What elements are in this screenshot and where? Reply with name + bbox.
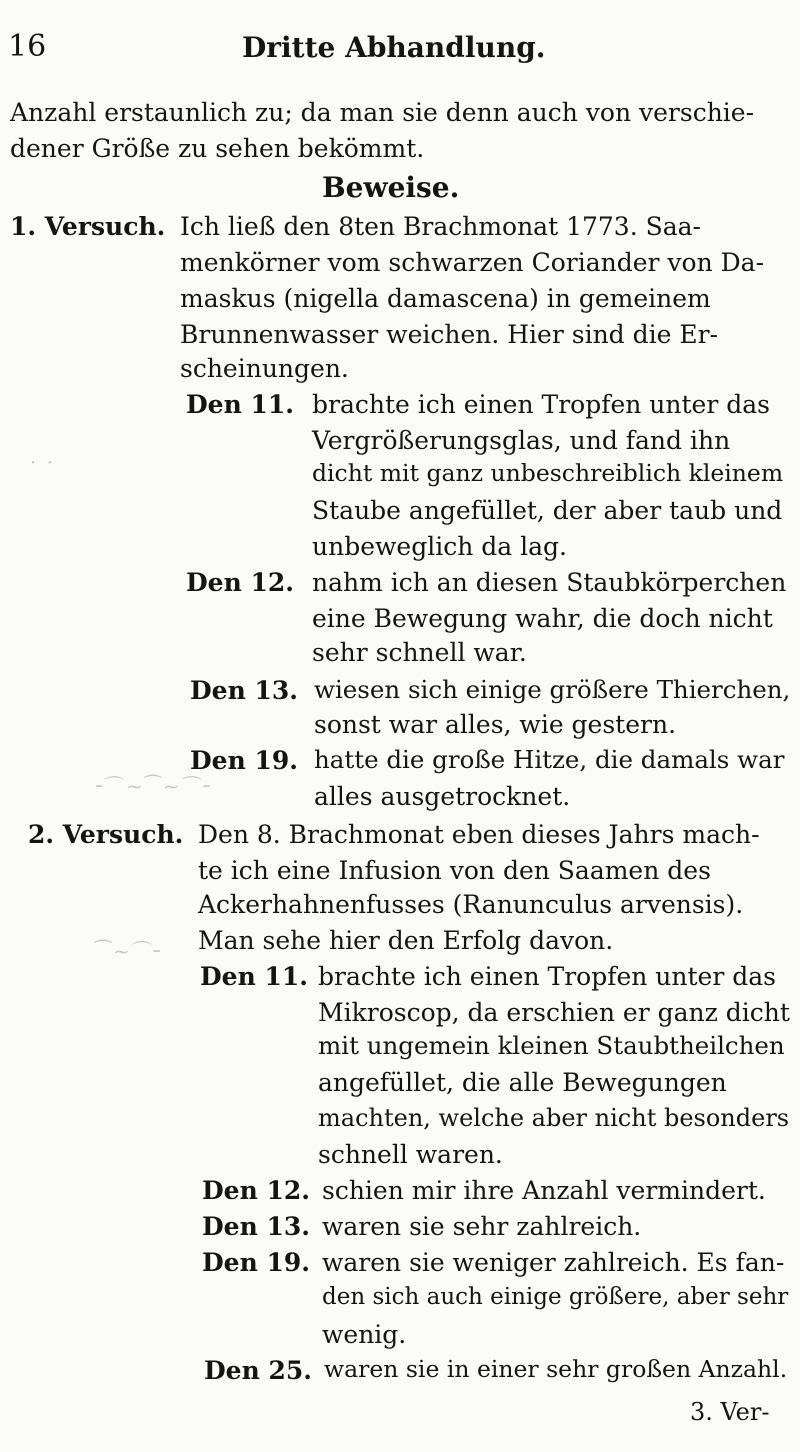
day-line: den sich auch einige größere, aber sehr [322,1284,789,1310]
section-title: Beweise. [322,171,460,204]
experiment-line: maskus (nigella damascena) in gemeinem [180,284,711,313]
experiment-label: 1. Versuch. [10,212,166,241]
day-line: sehr schnell war. [312,638,527,667]
day-label: Den 13. [190,676,298,705]
experiment-line: Ackerhahnenfusses (Ranunculus arvensis). [198,890,744,919]
experiment-line: Ich ließ den 8ten Brachmonat 1773. Saa- [180,212,701,241]
intro-line: dener Größe zu sehen bekömmt. [10,134,425,163]
day-line: schien mir ihre Anzahl vermindert. [322,1176,766,1205]
day-line: unbeweglich da lag. [312,532,567,561]
experiment-line: Den 8. Brachmonat eben dieses Jahrs mach- [198,820,760,849]
day-line: waren sie sehr zahlreich. [322,1212,642,1241]
day-line: alles ausgetrocknet. [314,782,571,811]
show-through-mark: ⁀~⌒╴ [95,939,168,963]
day-line: eine Bewegung wahr, die doch nicht [312,604,773,633]
intro-line: Anzahl erstaunlich zu; da man sie denn auch von verschie- [10,98,755,127]
day-label: Den 19. [202,1248,310,1277]
experiment-line: Brunnenwasser weichen. Hier sind die Er- [180,320,719,349]
day-line: machten, welche aber nicht besonders [318,1104,790,1132]
day-label: Den 13. [202,1212,310,1241]
day-line: nahm ich an diesen Staubkörperchen [312,568,787,597]
day-line: mit ungemein kleinen Staubtheilchen [318,1031,785,1060]
experiment-line: menkörner vom schwarzen Coriander von Da- [180,248,765,277]
day-line: wenig. [322,1320,407,1349]
day-line: angefüllet, die alle Bewegungen [318,1068,727,1097]
day-line: schnell waren. [318,1140,503,1169]
day-line: Staube angefüllet, der aber taub und [312,496,783,525]
day-line: Mikroscop, da erschien er ganz dicht [318,998,790,1027]
day-label: Den 11. [200,962,308,991]
day-line: brachte ich einen Tropfen unter das [312,390,770,419]
day-label: Den 11. [186,390,294,419]
catchword: 3. Ver- [690,1398,770,1426]
show-through-mark: · · [30,450,56,474]
day-line: waren sie weniger zahlreich. Es fan- [322,1248,785,1277]
day-label: Den 12. [202,1176,310,1205]
day-line: dicht mit ganz unbeschreiblich kleinem [312,459,784,487]
day-line: waren sie in einer sehr großen Anzahl. [324,1355,788,1383]
running-title: Dritte Abhandlung. [242,31,546,64]
page-number: 16 [8,29,47,64]
day-line: brachte ich einen Tropfen unter das [318,962,776,991]
day-line: Vergrößerungsglas, und fand ihn [312,426,731,455]
day-label: Den 25. [204,1356,312,1385]
show-through-mark: ╶⌒~⁀~⌒╴ [90,774,218,798]
experiment-line: te ich eine Infusion von den Saamen des [198,856,711,885]
day-line: wiesen sich einige größere Thierchen, [314,675,791,704]
experiment-label: 2. Versuch. [28,820,184,849]
experiment-line: Man sehe hier den Erfolg davon. [198,926,614,955]
experiment-line: scheinungen. [180,354,349,383]
day-line: sonst war alles, wie gestern. [314,710,677,739]
day-label: Den 19. [190,746,298,775]
day-label: Den 12. [186,568,294,597]
day-line: hatte die große Hitze, die damals war [314,745,785,774]
